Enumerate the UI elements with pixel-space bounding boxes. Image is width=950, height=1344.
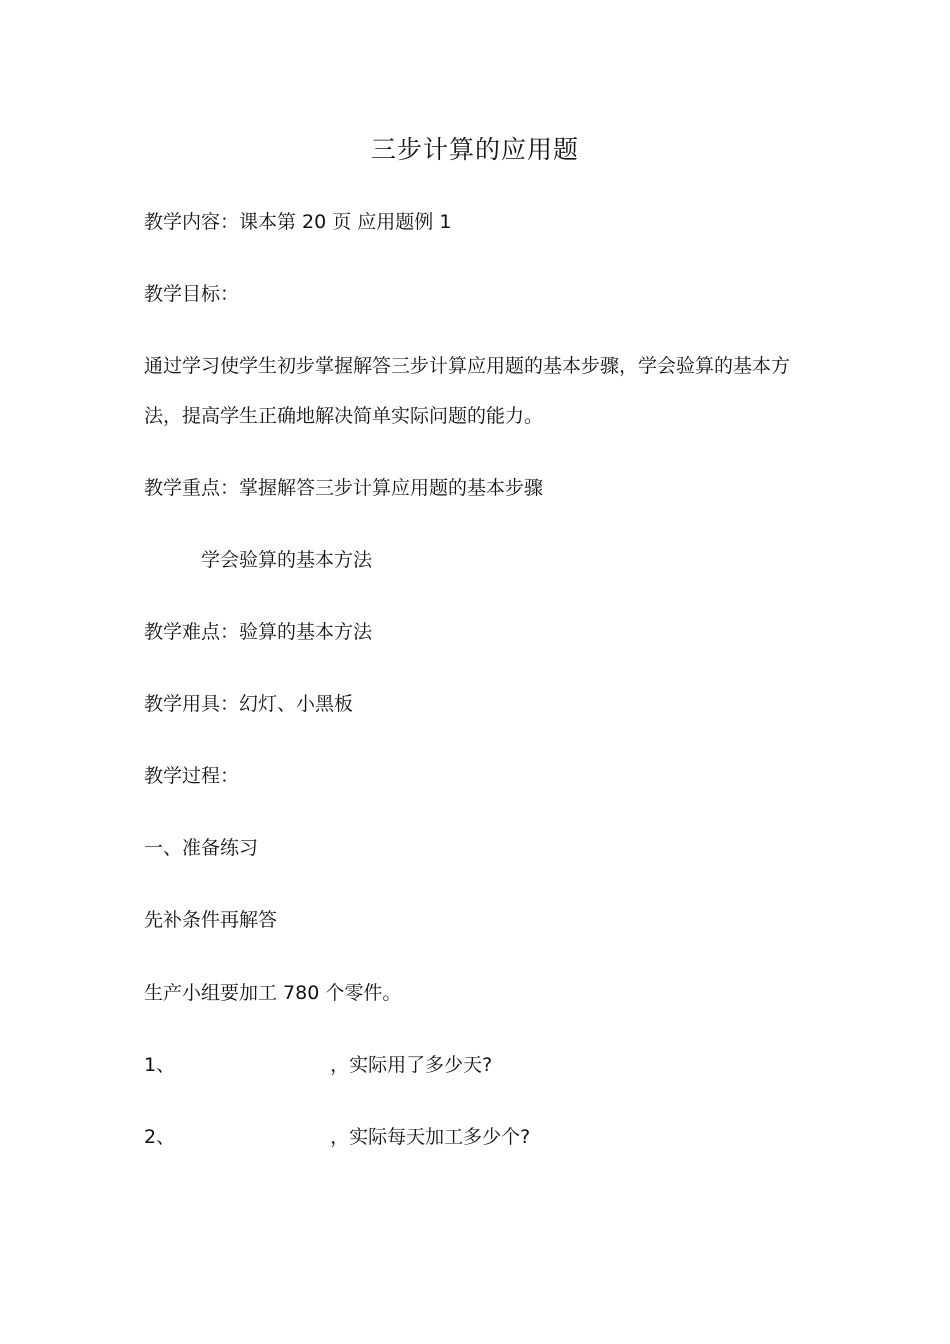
section-heading-preparation: 一、准备练习 [144, 837, 259, 859]
question-2 [144, 1124, 530, 1150]
question-1 [144, 1052, 492, 1078]
question-2-number: 2、 [144, 1126, 176, 1148]
teaching-objective-heading: 教学目标： [144, 283, 240, 305]
problem-statement: 生产小组要加工 780 个零件。 [144, 982, 402, 1004]
question-2-text: ，实际每天加工多少个? [330, 1126, 531, 1148]
teaching-objective-text-line2: 法，提高学生正确地解决简单实际问题的能力。 [144, 405, 544, 427]
question-1-text: ，实际用了多少天? [330, 1054, 493, 1076]
teaching-objective-text-line1: 通过学习使学生初步掌握解答三步计算应用题的基本步骤，学会验算的基本方 [144, 355, 791, 377]
teaching-tools-line: 教学用具：幻灯、小黑板 [144, 693, 354, 715]
difficulty-line: 教学难点：验算的基本方法 [144, 621, 373, 643]
key-point-line: 教学重点：掌握解答三步计算应用题的基本步骤 [144, 477, 544, 499]
question-1-number: 1、 [144, 1054, 176, 1076]
key-point-line-continued: 学会验算的基本方法 [201, 549, 373, 571]
section-instruction: 先补条件再解答 [144, 909, 278, 931]
teaching-content-line: 教学内容：课本第 20 页 应用题例 1 [144, 211, 452, 233]
teaching-process-heading: 教学过程： [144, 765, 240, 787]
document-title: 三步计算的应用题 [370, 135, 579, 164]
